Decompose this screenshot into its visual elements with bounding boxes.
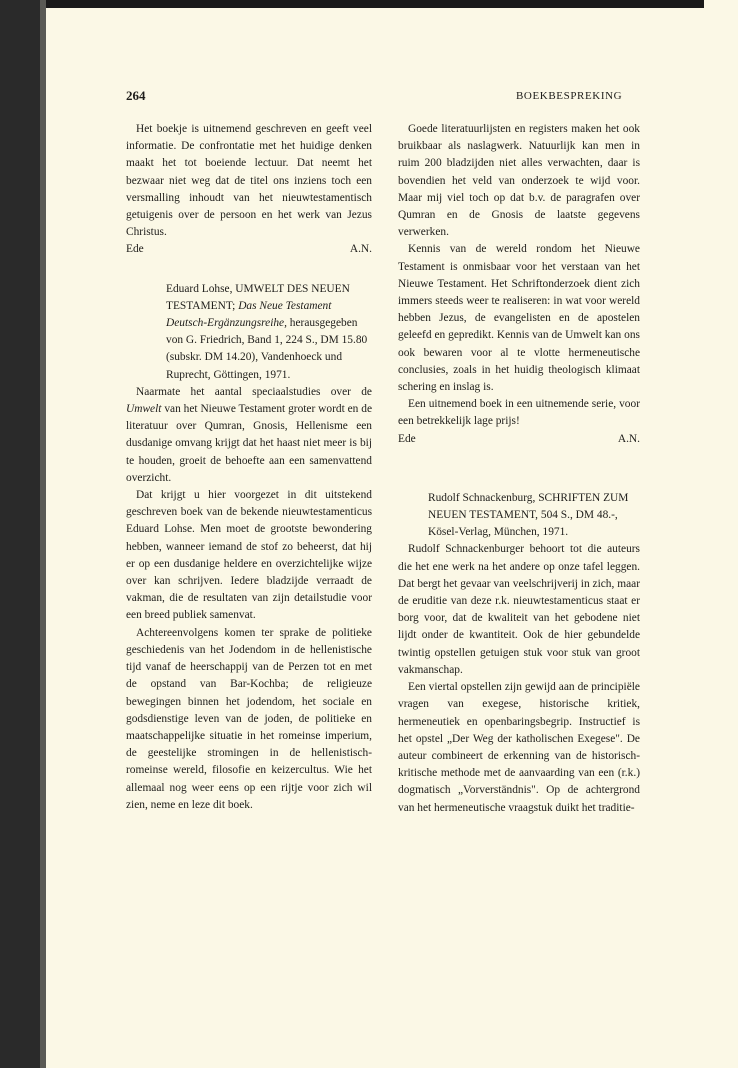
body-paragraph: Goede literatuurlijsten en registers maken het ook bruikbaar als naslagwerk. Natuurlijk kan men in ruim 200 bladzijden niet alles verwachten, daar is bovendien het veld van onderzoek te wijd voor. Maar mij viel toch op dat b.v. de paragrafen over Qumran en de Gnosis de laatste gegevens verwerken.	[398, 123, 640, 239]
bibliography-entry: Rudolf Schnackenburg, SCHRIFTEN ZUM NEUEN TESTAMENT, 504 S., DM 48.-, Kösel-Verlag, München, 1971.	[428, 491, 629, 539]
biblio-author: Eduard Lohse,	[166, 282, 236, 295]
signature-place: Ede	[398, 432, 416, 445]
signature-initials: A.N.	[349, 243, 372, 256]
body-paragraph: Rudolf Schnackenburger behoort tot die auteurs die het ene werk na het andere op onze tafel leggen. Dat bergt het gevaar van veelschrijverij in zich, maar de eruditie van deze r.k. nieuwtestamenticus staat er borg voor, dat de kwaliteit van het gebodene niet lijdt onder de kwantiteit. Ook de hier gebundelde twintig opstellen getuigen stuk voor stuk van groot vakmanschap.	[398, 543, 640, 676]
biblio-details: herausgegeben von G. Friedrich, Band 1, 224 S., DM 15.80 (subskr. DM 14.20), Vandenhoeck und Ruprecht, Göttingen, 1971.	[166, 317, 368, 381]
body-paragraph: Achtereenvolgens komen ter sprake de politieke geschiedenis van het Jodendom in de hellenistische tijd vanaf de heerschappij van de Perzen tot en met de opstand van Bar-Kochba; de religieuze bewegingen binnen het jodendom, het sociale en godsdienstige leven van de joden, de politieke en maatschappelijke situatie in het romeinse imperium, de geestelijke stromingen in de hellenistisch-romeinse wereld, filosofie en keizercultus. Wie het allemaal nog weer eens op een rijtje voor zich wil zien, neme en leze dit boek.	[126, 626, 372, 811]
scan-border-left	[0, 0, 40, 1068]
body-paragraph: Een uitnemend boek in een uitnemende serie, voor een betrekkelijk lage prijs!	[398, 398, 640, 428]
scan-border-top	[38, 0, 704, 8]
page-number: 264	[126, 88, 146, 103]
signature-line	[398, 431, 640, 448]
signature-place: Ede	[126, 243, 144, 256]
biblio-title: UMWELT DES NEUEN TESTAMENT;	[166, 282, 350, 312]
body-paragraph: Naarmate het aantal speciaalstudies over de Umwelt van het Nieuwe Testament groter wordt en de literatuur over Qumran, Gnosis, Hellenisme een dusdanige omvang krijgt dat het haast niet meer is bij te houden, groeit de behoefte aan een samenvattend overzicht.	[126, 385, 372, 484]
body-paragraph: Dat krijgt u hier voorgezet in dit uitstekend geschreven boek van de bekende nieuwtestamenticus Eduard Lohse. Men moet de grootste bewondering hebben, wanneer iemand de stof zo beheerst, dat hij er op een dusdanige heldere en overzichtelijke wijze over kan schrijven. Iedere bladzijde verraadt de vakman, die de resultaten van zijn detailstudie voor een breed publiek samenvat.	[126, 489, 372, 622]
signature-line	[126, 241, 372, 258]
left-column	[126, 121, 372, 814]
running-head: BOEKBESPREKING	[516, 90, 623, 102]
right-column	[398, 121, 640, 817]
bibliography-entry	[166, 281, 372, 384]
review-end-paragraph: Het boekje is uitnemend geschreven en geeft veel informatie. De confrontatie met het huidige denken maakt het tot boeiende lectuur. Dat neemt het bezwaar niet weg dat de titel ons inziens toch een versmalling inhoudt van het nieuwtestamentisch getuigenis over de persoon en het werk van Jezus Christus.	[126, 123, 372, 239]
body-paragraph: Kennis van de wereld rondom het Nieuwe Testament is onmisbaar voor het verstaan van het Nieuwe Testament. Het Schriftonderzoek dient zich immers steeds weer te realiseren: in wat voor wereld hebben Jezus, de evangelisten en de apostelen geleefd en gepredikt. Kennis van de Umwelt kan ons ook bewaren voor al te vlotte hermeneutische conclusies, zoals in het huidig theologisch klimaat schering en inslag is.	[398, 243, 640, 394]
body-paragraph: Een viertal opstellen zijn gewijd aan de principiële vragen van exegese, historische kritiek, hermeneutiek en openbaringsbegrip. Instructief is het opstel „Der Weg der katholischen Exegese". De auteur combineert de erkenning van de historisch-kritische methode met de aanvaarding van een (r.k.) dogmatisch „Vorverständnis". Op de achtergrond van het hermeneutische vraagstuk duikt het traditie-	[398, 681, 640, 814]
biblio-series: Das Neue Testament Deutsch-Ergänzungsreihe,	[166, 299, 332, 330]
signature-initials: A.N.	[617, 432, 640, 445]
